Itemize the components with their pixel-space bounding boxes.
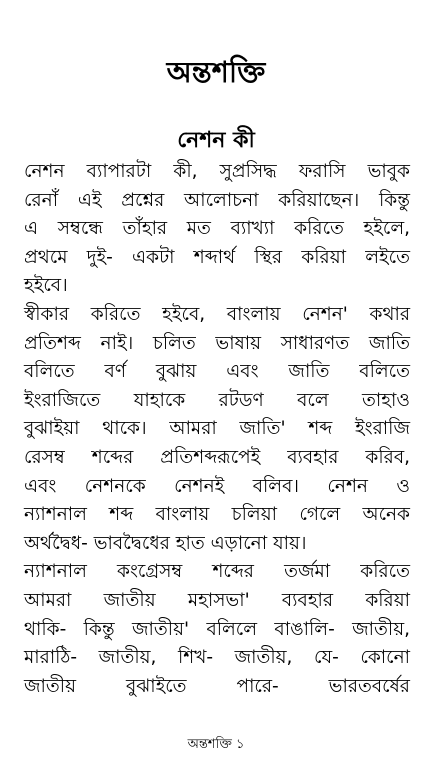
text-line: অর্থদ্বৈধ- ভাবদ্বৈধের হাত এড়ানো যায়। [24, 532, 307, 554]
body-text [24, 158, 410, 701]
chapter-title: নেশন কী [177, 128, 255, 153]
text-line: এবং নেশনকে নেশনই বলিব। নেশন ও [24, 475, 410, 497]
text-line: থাকি- কিন্তু জাতীয়' বলিলে বাঙালি- জাতীয়, [24, 618, 410, 640]
text-line: বলিতে বর্ণ বুঝায় এবং জাতি বলিতে [24, 361, 410, 383]
text-line: এ সম্বন্ধে তাঁহার মত ব্যাখ্যা করিতে হইলে, [24, 218, 410, 240]
text-line: ন্যাশনাল শব্দ বাংলায় চলিয়া গেলে অনেক [24, 504, 410, 526]
paragraph-2 [24, 301, 410, 558]
paragraph-3 [24, 558, 410, 701]
text-line: স্বীকার করিতে হইবে, বাংলায় নেশন' কথার [24, 303, 410, 325]
text-line: প্রতিশব্দ নাই। চলিত ভাষায় সাধারণত জাতি [24, 332, 410, 354]
text-line: প্রথমে দুই- একটা শব্দার্থ স্থির করিয়া লইতে [24, 246, 410, 268]
text-line: ইংরাজিতে যাহাকে রটডণ বলে তাহাও [24, 389, 410, 411]
text-line: হইবে। [24, 275, 68, 297]
text-line: রেসম্ব শব্দের প্রতিশব্দরূপেই ব্যবহার করিব, [24, 446, 410, 468]
text-line: বুঝাইয়া থাকে। আমরা জাতি' শব্দ ইংরাজি [24, 418, 410, 440]
page-footer: অন্তশক্তি ১ [187, 737, 245, 752]
text-line: আমরা জাতীয় মহাসভা' ব্যবহার করিয়া [24, 589, 410, 611]
text-line: নেশন ব্যাপারটা কী, সুপ্রসিদ্ধ ফরাসি ভাবুক [24, 161, 410, 182]
text-line: ন্যাশনাল কংগ্রেসম্ব শব্দের তর্জমা করিতে [24, 561, 410, 583]
book-title: অন্তশক্তি [166, 55, 266, 89]
text-line: মারাঠি- জাতীয়, শিখ- জাতীয়, যে- কোনো [24, 647, 410, 669]
text-line: রেনাঁ এই প্রশ্নের আলোচনা করিয়াছেন। কিন্তু [24, 189, 410, 211]
text-line: জাতীয় বুঝাইতে পারে- ভারতবর্ষের [24, 675, 410, 697]
paragraph-1 [24, 158, 410, 301]
